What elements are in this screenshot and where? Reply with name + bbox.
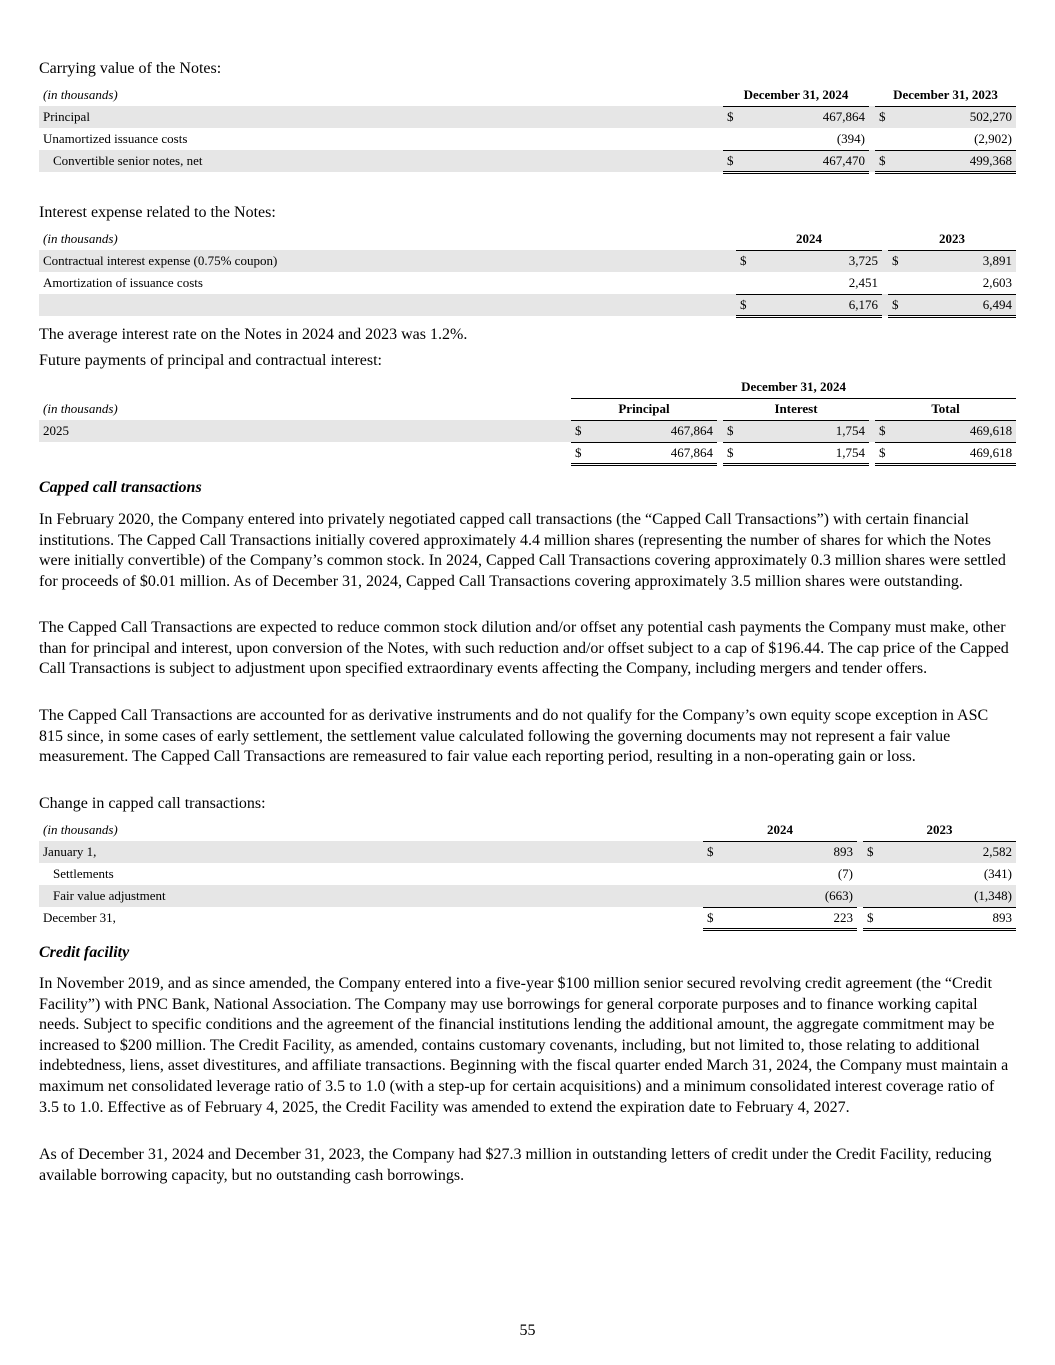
currency-symbol: $: [875, 106, 895, 128]
capped-paragraph-2: The Capped Call Transactions are expected to reduce common stock dilution and/or offset any potential cash payments the Company must make, other than for principal and interest, upon conversion of the Notes, with such reduction and/or offset subject to a cap of $196.44. The cap price of the Capped Call Transactions is subject to adjustment upon specified extraordinary events affecting the Company, including mergers and tender offers.: [39, 619, 1009, 678]
section-heading-capped-call: Capped call transactions: [39, 479, 202, 496]
row-label: Fair value adjustment: [39, 885, 703, 907]
cell-value: 467,470: [743, 150, 869, 172]
column-header: 2024: [736, 228, 882, 250]
row-label: Amortization of issuance costs: [43, 275, 203, 290]
capped-paragraph-1: In February 2020, the Company entered into privately negotiated capped call transactions (the “Capped Call Transactions”) with certain financial institutions. The Capped Call Transactions initially covered approximately 4.4 million shares (representing the number of shares for which the Notes were initially convertible) of the Company’s common stock. In 2024, Capped Call Transactions covering approximately 0.3 million shares were settled for proceeds of $0.01 million. As of December 31, 2024, Capped Call Transactions covering approximately 3.5 million shares were outstanding.: [39, 511, 1006, 590]
table-header-row: [39, 228, 1016, 250]
table-row: [39, 442, 1016, 464]
table-row: [39, 250, 1016, 272]
table-row: [39, 128, 1016, 150]
future-payments-table: [39, 376, 1016, 466]
row-label: Contractual interest expense (0.75% coupon): [39, 250, 736, 272]
currency-symbol: [863, 863, 883, 885]
column-header: Total: [875, 398, 1016, 420]
currency-symbol: $: [863, 841, 883, 863]
unit-label: (in thousands): [43, 401, 118, 416]
interest-table: [39, 228, 1016, 318]
currency-symbol: [723, 128, 743, 150]
cell-value: 502,270: [895, 106, 1016, 128]
unit-label: (in thousands): [43, 231, 118, 246]
table-row: [39, 272, 1016, 294]
currency-symbol: $: [888, 250, 908, 272]
credit-paragraph-1: In November 2019, and as since amended, the Company entered into a five-year $100 million senior secured revolving credit agreement (the “Credit Facility”) with PNC Bank, National Association. The Company may use borrowings for general corporate purposes and to finance working capital needs. Subject to specific conditions and the agreement of the financial institutions lending the additional amount, the aggregate commitment may be increased to $200 million. The Credit Facility, as amended, contains customary covenants, including, but not limited to, those relating to additional indebtedness, liens, asset divestitures, and affiliate transactions. Beginning with the fiscal quarter ended March 31, 2024, the Company must maintain a maximum net consolidated leverage ratio of 3.5 to 1.0 (with a step-up for certain acquisitions) and a minimum consolidated interest coverage ratio of 3.5 to 1.0. Effective as of February 4, 2025, the Credit Facility was amended to extend the expiration date to February 4, 2027.: [39, 975, 1009, 1116]
currency-symbol: [875, 128, 895, 150]
currency-symbol: [703, 863, 723, 885]
currency-symbol: $: [875, 150, 895, 172]
cell-value: 3,725: [756, 250, 882, 272]
cell-value: (1,348): [883, 885, 1016, 907]
column-header: Interest: [723, 398, 869, 420]
currency-symbol: $: [863, 907, 883, 929]
cell-value: 469,618: [895, 420, 1016, 442]
currency-symbol: $: [571, 420, 591, 442]
cell-value: 469,618: [895, 442, 1016, 464]
interest-caption: Interest expense related to the Notes:: [39, 204, 276, 221]
cell-value: 3,891: [908, 250, 1016, 272]
table-row: [39, 420, 1016, 442]
table-row: [39, 106, 1016, 128]
row-label: Settlements: [53, 866, 114, 881]
cell-value: (7): [837, 866, 853, 881]
cell-value: 1,754: [743, 442, 869, 464]
table-header-row: [39, 84, 1016, 106]
column-header: Principal: [571, 398, 717, 420]
currency-symbol: $: [736, 294, 756, 316]
row-label: Unamortized issuance costs: [43, 131, 188, 146]
row-label: January 1,: [39, 841, 703, 863]
cell-value: (394): [743, 128, 869, 150]
table-row: [39, 907, 1016, 929]
currency-symbol: [736, 272, 756, 294]
section-heading-credit-facility: Credit facility: [39, 944, 130, 961]
capped-paragraph-3: The Capped Call Transactions are accounted for as derivative instruments and do not qualify for the Company’s own equity scope exception in ASC 815 since, in some cases of early settlement, the settlement value calculated following the governing documents may not represent a fair value measurement. The Capped Call Transactions are remeasured to fair value each reporting period, resulting in a non-operating gain or loss.: [39, 707, 989, 766]
table-header-row: [39, 819, 1016, 841]
row-label: Convertible senior notes, net: [39, 150, 723, 172]
currency-symbol: [863, 885, 883, 907]
change-caption: Change in capped call transactions:: [39, 795, 266, 812]
cell-value: 223: [723, 907, 857, 929]
group-header: December 31, 2024: [571, 376, 1016, 398]
currency-symbol: $: [703, 907, 723, 929]
unit-label: (in thousands): [43, 87, 118, 102]
cell-value: 6,176: [756, 294, 882, 316]
currency-symbol: $: [703, 841, 723, 863]
currency-symbol: [888, 272, 908, 294]
cell-value: 893: [883, 907, 1016, 929]
table-row: [39, 294, 1016, 316]
currency-symbol: $: [723, 420, 743, 442]
page-number: 55: [519, 1322, 536, 1339]
cell-value: (2,902): [895, 128, 1016, 150]
cell-value: (341): [983, 866, 1012, 881]
column-header: December 31, 2023: [875, 84, 1016, 106]
column-header: 2023: [863, 819, 1016, 841]
credit-paragraph-2: As of December 31, 2024 and December 31, 2023, the Company had $27.3 million in outstanding letters of credit under the Credit Facility, reducing available borrowing capacity, but no outstanding cash borrowings.: [39, 1146, 992, 1184]
column-header: 2023: [888, 228, 1016, 250]
future-caption: Future payments of principal and contractual interest:: [39, 352, 382, 369]
currency-symbol: $: [888, 294, 908, 316]
cell-value: 2,451: [756, 272, 882, 294]
carrying-caption: Carrying value of the Notes:: [39, 60, 222, 77]
table-group-header-row: [39, 376, 1016, 398]
cell-value: 893: [723, 841, 857, 863]
cell-value: 1,754: [743, 420, 869, 442]
cell-value: (663): [723, 885, 857, 907]
row-label: 2025: [39, 420, 571, 442]
currency-symbol: $: [571, 442, 591, 464]
table-row: [39, 150, 1016, 172]
column-header: December 31, 2024: [723, 84, 869, 106]
cell-value: 6,494: [908, 294, 1016, 316]
row-label: [39, 442, 571, 464]
carrying-table: [39, 84, 1016, 174]
cell-value: 467,864: [591, 420, 717, 442]
row-label: December 31,: [43, 910, 116, 925]
column-header: 2024: [703, 819, 857, 841]
table-row: [39, 885, 1016, 907]
currency-symbol: $: [875, 420, 895, 442]
currency-symbol: $: [723, 442, 743, 464]
row-label: [39, 294, 736, 316]
table-row: [39, 863, 1016, 885]
currency-symbol: $: [875, 442, 895, 464]
cell-value: 2,603: [908, 272, 1016, 294]
average-rate-text: The average interest rate on the Notes in 2024 and 2023 was 1.2%.: [39, 326, 468, 343]
cell-value: 499,368: [895, 150, 1016, 172]
currency-symbol: $: [723, 106, 743, 128]
currency-symbol: $: [723, 150, 743, 172]
row-label: Principal: [39, 106, 723, 128]
cell-value: 467,864: [591, 442, 717, 464]
table-header-row: [39, 398, 1016, 420]
currency-symbol: $: [736, 250, 756, 272]
currency-symbol: [703, 885, 723, 907]
capped-call-change-table: [39, 819, 1016, 931]
cell-value: 467,864: [743, 106, 869, 128]
cell-value: 2,582: [883, 841, 1016, 863]
unit-label: (in thousands): [43, 822, 118, 837]
table-row: [39, 841, 1016, 863]
